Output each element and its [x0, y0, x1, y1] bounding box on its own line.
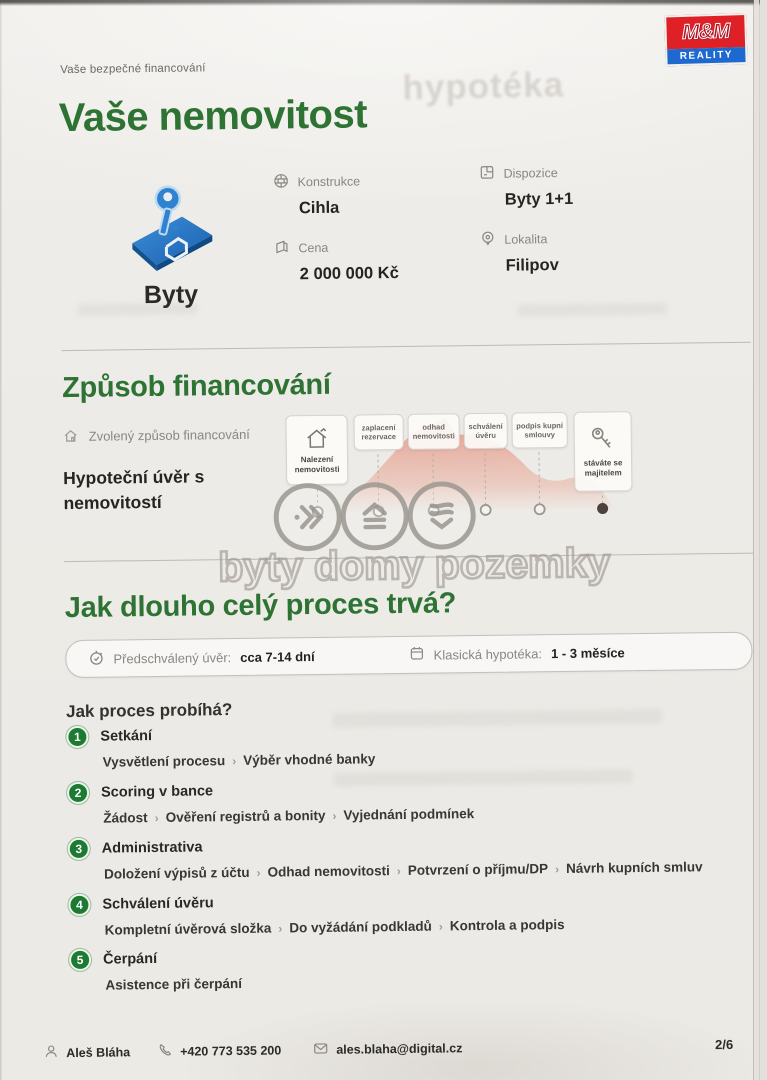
field-label: Konstrukce: [297, 174, 361, 190]
person-icon: [44, 1044, 58, 1061]
floorplan-icon: [479, 165, 494, 183]
bleedthrough-ghost-title: hypotéka: [402, 65, 565, 108]
section-divider: [64, 553, 753, 562]
agent-email: ales.blaha@digital.cz: [313, 1040, 462, 1058]
field-lokalita: [480, 229, 671, 276]
step-number-badge: 2: [67, 782, 89, 804]
chosen-financing-label-row: [63, 426, 250, 449]
step-substeps: Asistence při čerpání: [105, 975, 243, 993]
step-title: Čerpání: [103, 950, 158, 968]
timeline-step-card: [407, 413, 459, 450]
brick-icon: [274, 173, 289, 191]
step-substeps: Žádost › Ověření registrů a bonity › Vyjednání podmínek: [103, 806, 475, 826]
field-value: Byty 1+1: [504, 189, 574, 209]
field-cena: [274, 237, 465, 284]
step-number-badge: 3: [68, 838, 90, 860]
watermark-text: byty domy pozemky: [218, 539, 611, 591]
step-substeps: Vysvětlení procesu › Výběr vhodné banky: [102, 751, 376, 770]
financing-timeline-diagram: [285, 407, 636, 529]
field-label: Lokalita: [504, 232, 548, 247]
field-value: Cihla: [298, 198, 340, 218]
field-label: Cena: [298, 240, 329, 256]
contact-footer: [44, 1036, 751, 1062]
substep-separator: ›: [232, 754, 237, 769]
substep-separator: ›: [396, 864, 401, 879]
step-substeps: Doložení výpisů z účtu › Odhad nemovitosti › Potvrzení o příjmu/DP › Návrh kupních smluv: [103, 859, 703, 882]
logo-reality-text: REALITY: [679, 49, 734, 62]
substep-separator: ›: [154, 810, 159, 826]
step-title: Administrativa: [101, 839, 203, 857]
substep-separator: ›: [555, 862, 560, 877]
paper-edge: [753, 0, 767, 1080]
key-icon: [588, 424, 618, 454]
logo-mm-text: M&M: [681, 19, 730, 44]
duration-summary-bar: [65, 632, 752, 678]
process-step-5: [69, 941, 722, 993]
phone-icon: [158, 1043, 172, 1060]
step-title: Schválení úvěru: [102, 895, 214, 913]
timeline-step-label: podpis kupní smlouvy: [516, 420, 563, 440]
timeline-step-card: [353, 414, 403, 451]
stopwatch-icon: [88, 649, 104, 668]
timeline-step-card: [463, 413, 507, 450]
field-value: Filipov: [505, 256, 559, 275]
process-step-4: [68, 886, 721, 938]
timeline-step-label: zaplacení rezervace: [361, 422, 397, 442]
financing-heading: Způsob financování: [61, 368, 331, 405]
calendar-icon: [410, 646, 425, 664]
timeline-step-label: stáváte se majitelem: [583, 458, 623, 478]
duration-heading: Jak dlouho celý proces trvá?: [64, 587, 457, 625]
substep-separator: ›: [278, 921, 283, 936]
field-dispozice: [479, 163, 670, 210]
step-title: Scoring v bance: [100, 783, 214, 801]
duration-value: cca 7-14 dní: [240, 648, 315, 665]
mm-reality-logo: [664, 13, 747, 66]
banknote-icon: [274, 239, 289, 257]
process-step-2: [67, 774, 720, 826]
process-heading: Jak proces probíhá?: [65, 700, 233, 722]
substep-separator: ›: [438, 919, 443, 934]
substep-separator: ›: [256, 865, 261, 880]
chosen-financing-label: Zvolený způsob financování: [88, 426, 250, 444]
section-divider: [62, 342, 751, 351]
envelope-icon: [313, 1041, 328, 1057]
page-title: Vaše nemovitost: [58, 92, 368, 141]
agent-phone: +420 773 535 200: [158, 1041, 281, 1060]
process-step-3: [68, 830, 721, 882]
substep-separator: ›: [332, 808, 337, 823]
duration-value: 1 - 3 měsíce: [550, 644, 625, 661]
step-substeps: Kompletní úvěrová složka › Do vyžádání podkladů › Kontrola a podpis: [104, 917, 565, 938]
location-pin-icon: [480, 231, 495, 249]
property-type-label: Byty: [143, 280, 199, 310]
document-eyebrow: Vaše bezpečné financování: [60, 62, 206, 77]
timeline-step-card: [285, 415, 348, 486]
timeline-step-card: [511, 412, 567, 449]
duration-label: Předschválený úvěr:: [113, 649, 232, 666]
bleedthrough-smudge: [517, 303, 667, 317]
step-title: Setkání: [100, 728, 153, 745]
timeline-step-label: schválení úvěru: [468, 421, 503, 441]
step-number-badge: 1: [66, 726, 88, 748]
duration-item-classic: [410, 643, 625, 664]
timeline-step-card: [573, 411, 632, 492]
field-konstrukce: [274, 171, 465, 218]
chosen-financing-value: Hypoteční úvěr s nemovitostí: [63, 466, 205, 513]
timeline-step-label: odhad nemovitosti: [412, 422, 455, 441]
step-number-badge: 5: [69, 949, 91, 971]
field-value: 2 000 000 Kč: [299, 263, 399, 284]
process-step-1: [66, 718, 719, 770]
field-label: Dispozice: [503, 166, 558, 181]
house-icon: [63, 428, 79, 449]
apartment-key-icon: [116, 180, 225, 277]
step-number-badge: 4: [68, 894, 90, 916]
duration-label: Klasická hypotéka:: [433, 645, 543, 663]
timeline-step-label: Nalezení nemovitosti: [294, 454, 340, 474]
agent-name: Aleš Bláha: [44, 1043, 130, 1061]
page-number: 2/6: [715, 1036, 734, 1053]
duration-item-preapproved: [88, 647, 314, 669]
